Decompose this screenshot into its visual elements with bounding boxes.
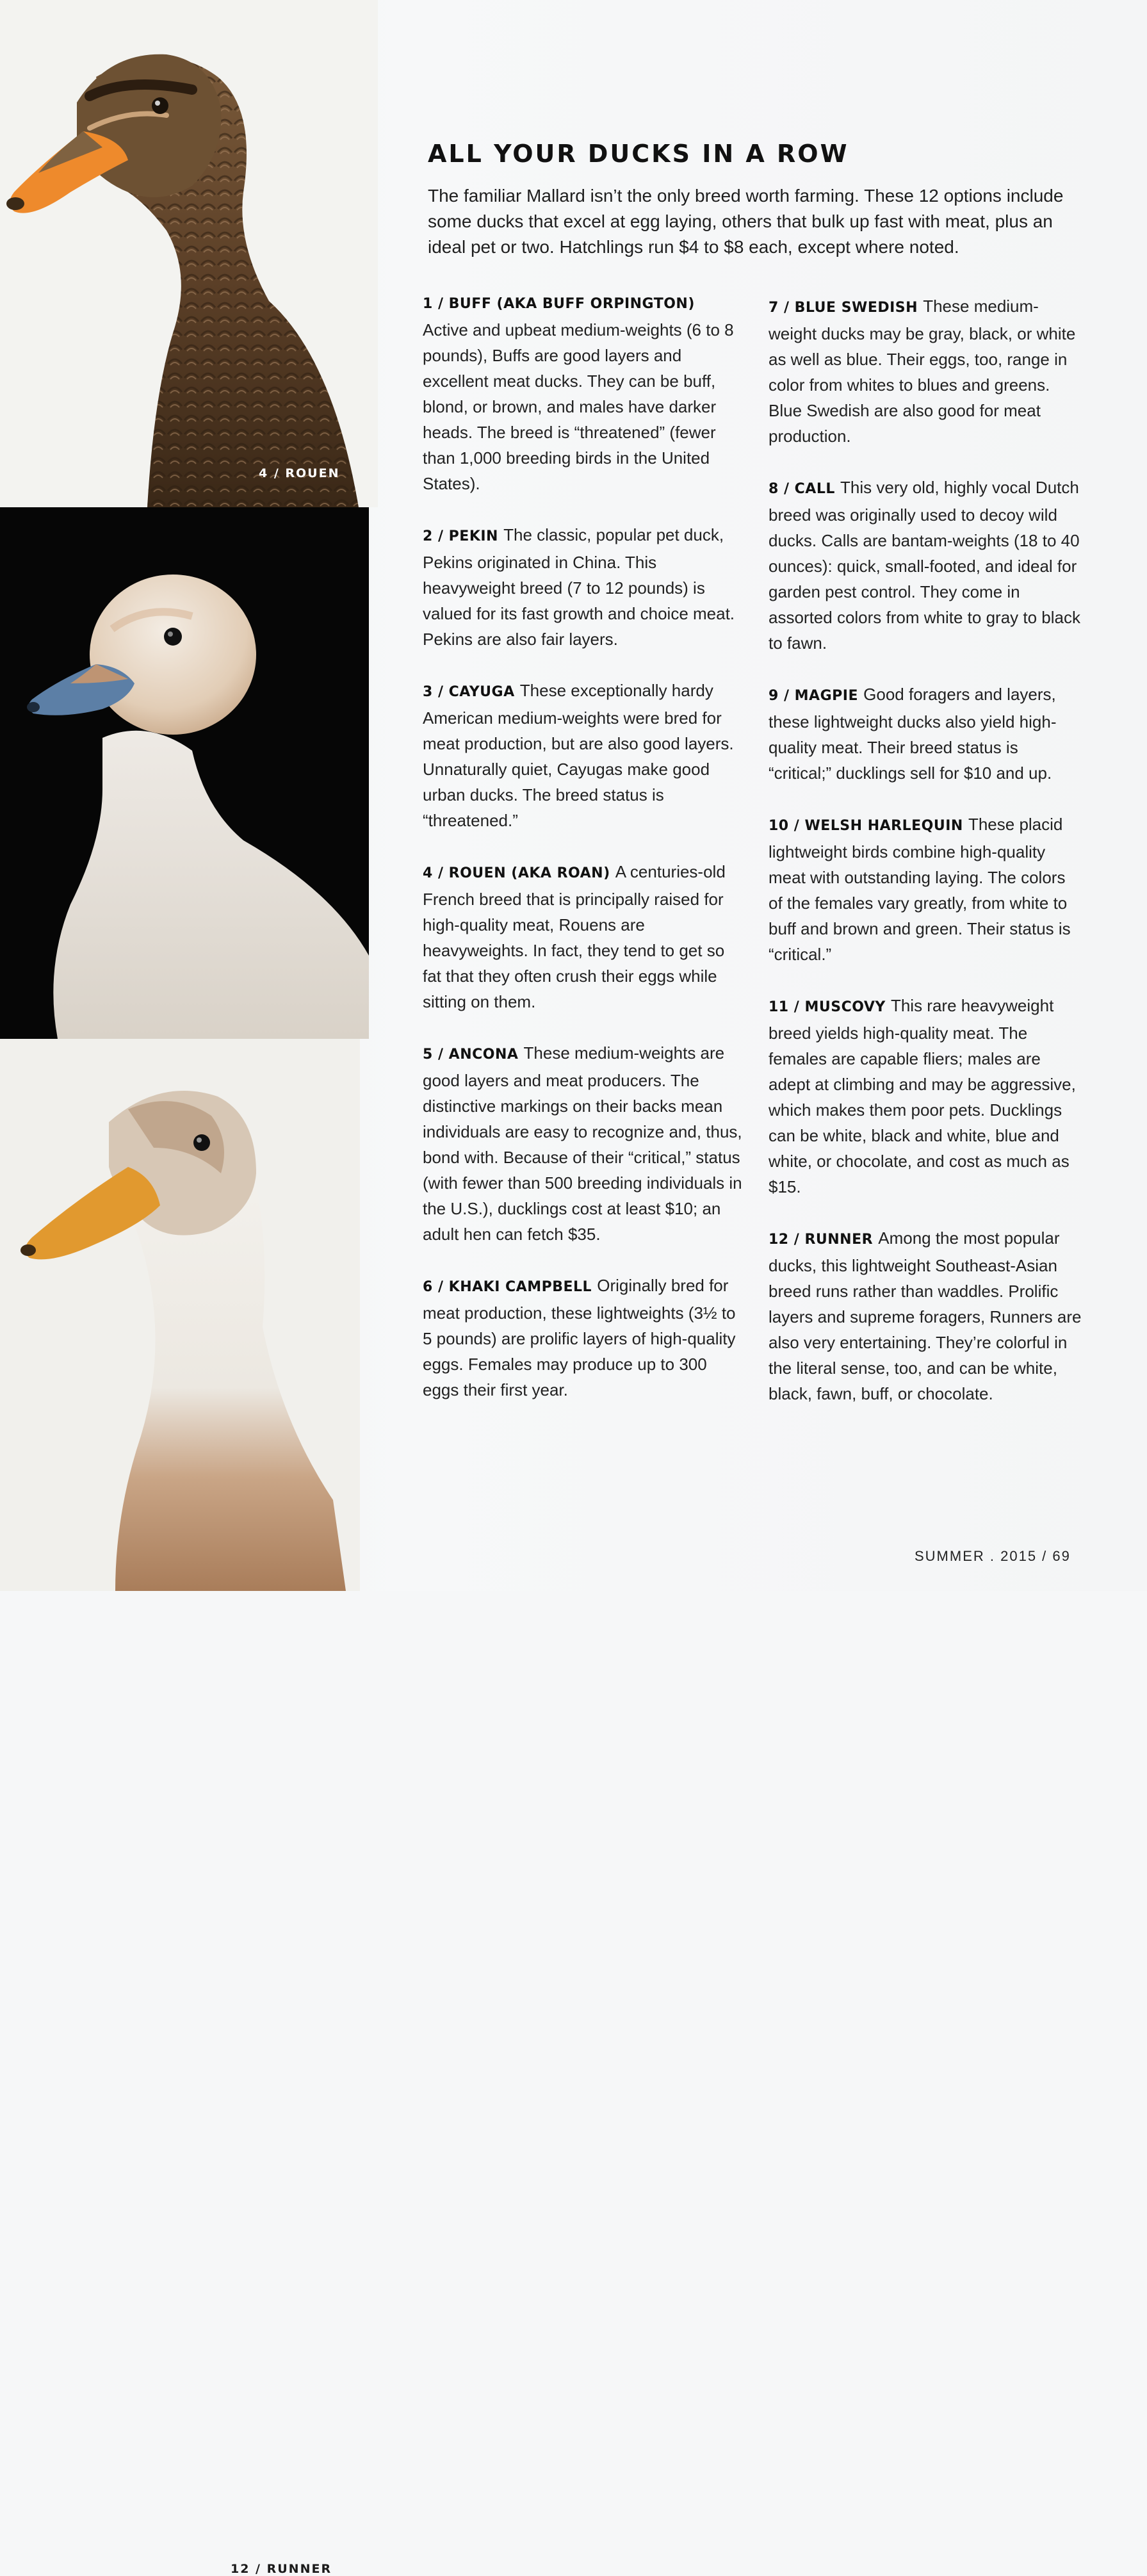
breed-description: This rare heavyweight breed yields high-quality meat. The females are capable fliers; males are adept at climbing and may be aggressive, which makes them poor pets. Ducklings can be white, black and white, blue and white, or chocolate, and cost as much as $15. bbox=[769, 996, 1076, 1196]
breed-entry-call bbox=[769, 475, 1082, 656]
breed-name: 10 / WELSH HARLEQUIN bbox=[769, 818, 968, 834]
breed-description: These medium-weight ducks may be gray, black, or white as well as blue. Their eggs, too, range in color from whites to blues and greens. Blue Swedish are also good for meat production. bbox=[769, 297, 1076, 446]
breed-entry-ancona bbox=[423, 1040, 743, 1247]
breed-name: 9 / MAGPIE bbox=[769, 688, 864, 704]
breed-description: The classic, popular pet duck, Pekins originated in China. This heavyweight breed (7 to 12 pounds) is valued for its fast growth and choice meat. Pekins are also fair layers. bbox=[423, 525, 735, 649]
apricot-call-duck-photo bbox=[0, 507, 369, 1039]
breed-entry-khaki-campbell bbox=[423, 1273, 743, 1403]
breed-description: Good foragers and layers, these lightweight ducks also yield high-quality meat. Their breed status is “critical;” ducklings sell for $10 and up. bbox=[769, 685, 1057, 783]
runner-duck-photo bbox=[0, 1039, 360, 2576]
breed-name: 12 / RUNNER bbox=[769, 1232, 879, 1248]
breed-description: A centuries-old French breed that is principally raised for high-quality meat, Rouens are heavyweights. In fact, they tend to get so fat that they often crush their eggs while sitting on them. bbox=[423, 862, 726, 1011]
breed-name: 6 / KHAKI CAMPBELL bbox=[423, 1279, 598, 1295]
rouen-duck-photo bbox=[0, 0, 378, 507]
breed-name: 4 / ROUEN (AKA ROAN) bbox=[423, 865, 615, 881]
breed-name: 5 / ANCONA bbox=[423, 1047, 524, 1063]
breed-description: These placid lightweight birds combine high-quality meat with outstanding laying. The colors of the females vary greatly, from white to buff and brown and green. Their status is “critical.” bbox=[769, 815, 1071, 964]
breed-name: 1 / BUFF (AKA BUFF ORPINGTON) bbox=[423, 296, 695, 312]
breed-entry-buff bbox=[423, 289, 743, 496]
breed-entry-magpie bbox=[769, 681, 1082, 786]
breed-entry-blue-swedish bbox=[769, 293, 1082, 449]
breed-entry-rouen bbox=[423, 859, 743, 1015]
breed-entry-muscovy bbox=[769, 993, 1082, 1200]
breed-entry-runner bbox=[769, 1225, 1082, 1406]
breed-name: 2 / PEKIN bbox=[423, 528, 504, 544]
breed-description: This very old, highly vocal Dutch breed was originally used to decoy wild ducks. Calls are bantam-weights (18 to 40 ounces): quick, small-footed, and ideal for garden pest control. They come in assorted colors from white to gray to black to fawn. bbox=[769, 478, 1080, 653]
photo-column bbox=[0, 0, 378, 2576]
breed-name: 3 / CAYUGA bbox=[423, 684, 520, 700]
breed-entry-welsh-harlequin bbox=[769, 811, 1082, 967]
breed-description: Among the most popular ducks, this lightweight Southeast-Asian breed runs rather than waddles. Prolific layers and supreme foragers, Runners are also very entertaining. They’re colorful in the literal sense, too, and can be white, black, fawn, buff, or chocolate. bbox=[769, 1228, 1082, 1403]
breed-column-right bbox=[769, 293, 1082, 1432]
breed-description: Active and upbeat medium-weights (6 to 8 pounds), Buffs are good layers and excellent meat ducks. They can be buff, blond, or brown, and males have darker heads. The breed is “threatened” (fewer than 1,000 breeding birds in the United States). bbox=[423, 320, 734, 493]
photo-caption-rouen: 4 / ROUEN bbox=[259, 466, 340, 480]
article-headline: ALL YOUR DUCKS IN A ROW bbox=[428, 140, 849, 168]
breed-description: Originally bred for meat production, these lightweights (3½ to 5 pounds) are prolific layers of high-quality eggs. Females may produce up to 300 eggs their first year. bbox=[423, 1276, 736, 1399]
breed-entry-pekin bbox=[423, 522, 743, 652]
page-folio: SUMMER . 2015 / 69 bbox=[915, 1548, 1071, 1564]
breed-name: 7 / BLUE SWEDISH bbox=[769, 300, 923, 316]
breed-description: These exceptionally hardy American medium-weights were bred for meat production, but are also good layers. Unnaturally quiet, Cayugas make good urban ducks. The breed status is “threatened.” bbox=[423, 681, 734, 830]
breed-entry-cayuga bbox=[423, 678, 743, 833]
article-intro: The familiar Mallard isn’t the only breed worth farming. These 12 options include some ducks that excel at egg laying, others that bulk up fast with meat, plus an ideal pet or two. Hatchlings run $4 to $8 each, except where noted. bbox=[428, 186, 1064, 257]
breed-name: 8 / CALL bbox=[769, 481, 841, 497]
photo-caption-runner: 12 / RUNNER bbox=[231, 2562, 332, 2576]
breed-description: These medium-weights are good layers and meat producers. The distinctive markings on their backs mean individuals are easy to recognize and, thus, bond with. Because of their “critical,” status (with fewer than 500 breeding individuals in the U.S.), ducklings cost at least $10; an adult hen can fetch $35. bbox=[423, 1043, 742, 1244]
breed-column-left bbox=[423, 289, 743, 1428]
breed-name: 11 / MUSCOVY bbox=[769, 999, 891, 1015]
